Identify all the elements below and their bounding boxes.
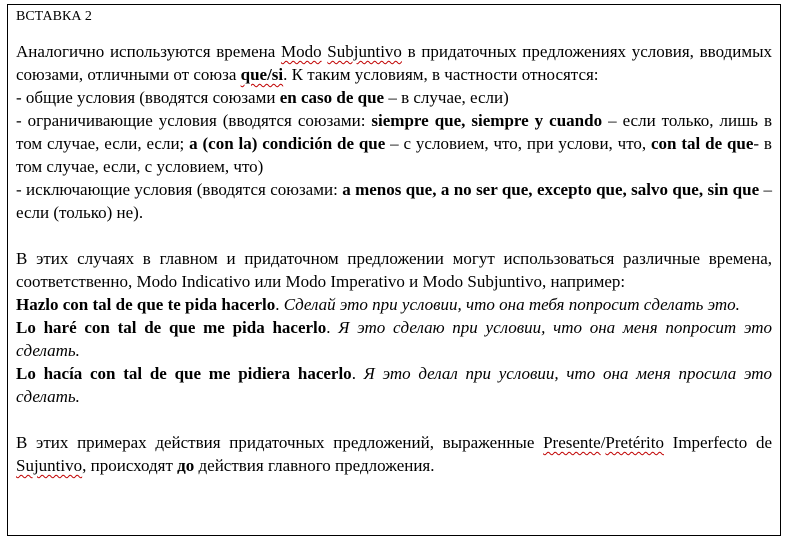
- example-2-translation: Я это сделаю при условии, что она меня попросит это сделать.: [16, 318, 772, 360]
- conjunction-condicion: a (con la) condición de que: [189, 134, 386, 153]
- list-item-general-text: - общие условия (вводятся союзами: [16, 88, 280, 107]
- conjunction-siempre: siempre que, siempre y cuando: [371, 111, 603, 130]
- intro-paragraph: [16, 40, 772, 86]
- insert-box: [7, 4, 781, 536]
- example-3-translation: Я это делал при условии, что она меня просила это сделать.: [16, 364, 772, 406]
- conclusion-paragraph: [16, 431, 772, 477]
- conjunction-con-tal: con tal de que: [651, 134, 754, 153]
- paragraph-gap: [16, 408, 772, 431]
- example-1-spanish: Hazlo con tal de que te pida hacerlo: [16, 295, 276, 314]
- term-que-si: que/si: [240, 65, 284, 84]
- conclusion-text-3: , происходят: [82, 456, 178, 475]
- list-item-restrictive-gloss-1: – если только, лишь в том случае, если, если;: [16, 111, 772, 153]
- term-modo: Modo: [280, 42, 322, 61]
- list-item-restrictive-gloss-2: – с условием, что, при услови, что,: [385, 134, 652, 153]
- term-subjuntivo: Subjuntivo: [327, 42, 402, 61]
- example-1-translation: Сделай это при условии, что она тебя попросит сделать это.: [283, 295, 740, 314]
- intro-text-2: в придаточных предложениях условия, вводимых союзами, отличными от союза: [16, 42, 773, 84]
- box-label: ВСТАВКА 2: [16, 9, 92, 24]
- example-3: [16, 362, 772, 408]
- list-item-general-gloss: – в случае, если): [384, 88, 509, 107]
- list-item-restrictive-gloss-3: - в том случае, если, с условием, что): [16, 134, 772, 176]
- example-1-separator: .: [275, 295, 284, 314]
- list-item-exclusive-text: - исключающие условия (вводятся союзами:: [16, 180, 343, 199]
- term-presente: Presente: [543, 433, 601, 452]
- example-2-separator: .: [326, 318, 339, 337]
- list-item-exclusive-gloss: – если (только) не).: [16, 180, 773, 222]
- example-3-spanish: Lo hacía con tal de que me pidiera hacerlo: [16, 364, 352, 383]
- term-sujuntivo: Sujuntivo: [16, 456, 83, 475]
- list-item-restrictive: [16, 109, 772, 178]
- list-item-exclusive: [16, 178, 772, 224]
- list-item-restrictive-text: - ограничивающие условия (вводятся союзами:: [16, 111, 372, 130]
- conjunction-a-menos: a menos que, a no ser que, excepto que, salvo que, sin que: [342, 180, 760, 199]
- example-3-separator: .: [351, 364, 364, 383]
- conclusion-text-1: В этих примерах действия придаточных предложений, выраженные: [16, 433, 544, 452]
- term-preterito: Pretérito: [605, 433, 664, 452]
- conjunction-en-caso: en caso de que: [279, 88, 385, 107]
- example-2-spanish: Lo haré con tal de que me pida hacerlo: [16, 318, 327, 337]
- emphasis-do: до: [177, 456, 195, 475]
- list-item-general: [16, 86, 772, 109]
- document-body: [16, 40, 772, 477]
- example-2: [16, 316, 772, 362]
- intro-text-3: . К таким условиям, в частности относятся:: [283, 65, 599, 84]
- conclusion-text-4: действия главного предложения.: [194, 456, 435, 475]
- modes-paragraph: В этих случаях в главном и придаточном предложении могут использоваться различные времена, соответственно, Modo Indicativo или Modo Imperativo и Modo Subjuntivo, например:: [16, 249, 772, 291]
- example-1: [16, 293, 772, 316]
- conclusion-text-2: Imperfecto de: [663, 433, 772, 452]
- intro-text-1: Аналогично используются времена: [16, 42, 281, 61]
- conclusion-slash: /: [600, 433, 606, 452]
- paragraph-gap: [16, 224, 772, 247]
